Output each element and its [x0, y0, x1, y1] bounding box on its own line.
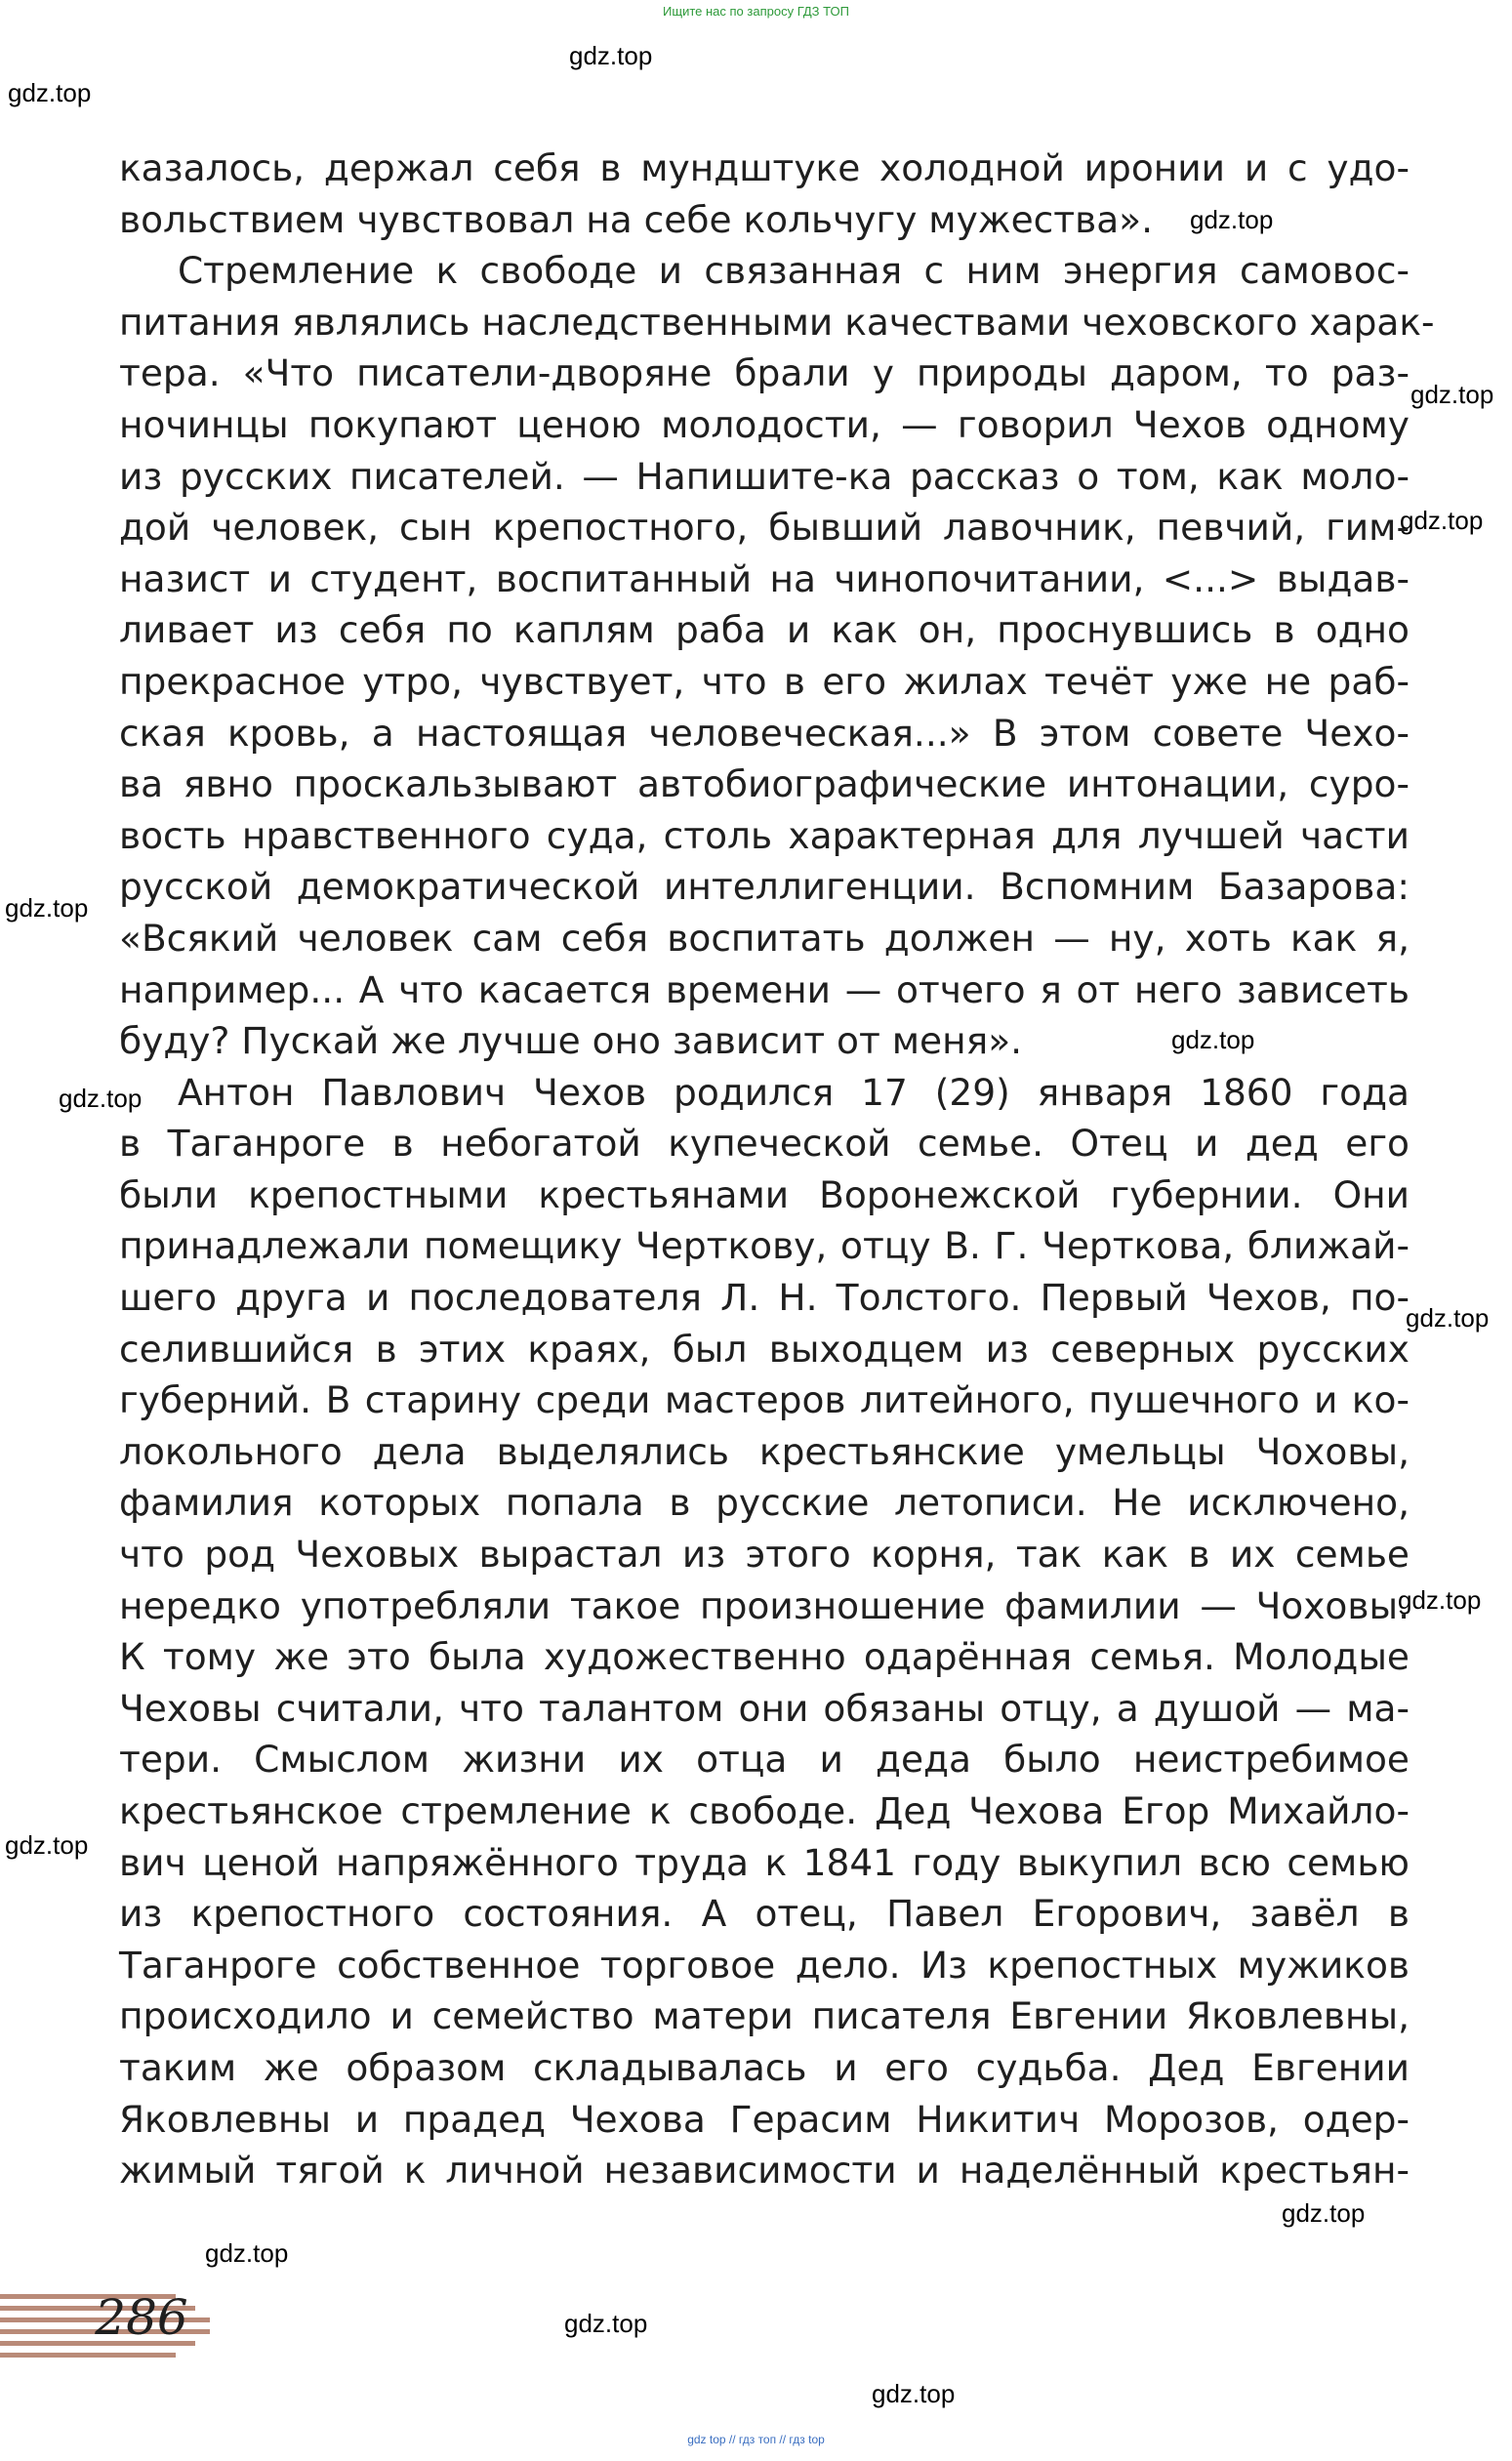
text-line: жимый тягой к личной независимости и наделённый крестьян- [119, 2149, 1410, 2193]
text-line: селившийся в этих краях, был выходцем из северных русских [119, 1327, 1410, 1371]
text-line: вость нравственного суда, столь характерная для лучшей части [119, 813, 1410, 857]
watermark: gdz.top [569, 41, 653, 70]
watermark: gdz.top [1282, 2198, 1366, 2228]
text-line: питания являлись наследственными качествами чеховского харак- [119, 300, 1435, 344]
text-line: буду? Пускай же лучше оно зависит от меня». [119, 1019, 1023, 1063]
text-line: локольного дела выделялись крестьянские умельцы Чоховы, [119, 1429, 1410, 1473]
text-line: казалось, держал себя в мундштуке холодной иронии и с удо- [119, 146, 1410, 189]
text-line: прекрасное утро, чувствует, что в его жилах течёт уже не раб- [119, 659, 1410, 703]
text-line: К тому же это была художественно одарённая семья. Молодые [119, 1635, 1410, 1679]
text-line: в Таганроге в небогатой купеческой семье. Отец и дед его [119, 1122, 1410, 1166]
text-line: ливает из себя по каплям раба и как он, проснувшись в одно [119, 608, 1410, 652]
text-line: из русских писателей. — Напишите-ка рассказ о том, как моло- [119, 454, 1410, 498]
text-line: ва явно проскальзывают автобиографические интонации, суро- [119, 762, 1410, 806]
text-line: вольствием чувствовал на себе кольчугу мужества». [119, 197, 1154, 241]
text-line: русской демократической интеллигенции. Вспомним Базарова: [119, 865, 1410, 909]
text-line: Антон Павлович Чехов родился 17 (29) января 1860 года [178, 1070, 1410, 1114]
watermark: gdz.top [564, 2309, 648, 2338]
text-line: ночинцы покупают ценою молодости, — говорил Чехов одному [119, 402, 1410, 446]
text-line: Яковлевны и прадед Чехова Герасим Никитич Морозов, одер- [119, 2097, 1410, 2141]
text-line: тера. «Что писатели-дворяне брали у природы даром, то раз- [119, 351, 1410, 395]
text-line: из крепостного состояния. А отец, Павел Егорович, завёл в [119, 1892, 1410, 1936]
text-line: например... А что касается времени — отчего я от него зависеть [119, 967, 1410, 1011]
text-line: назист и студент, воспитанный на чинопочитании, <...> выдав- [119, 556, 1410, 600]
watermark: gdz.top [872, 2379, 956, 2408]
text-line: губерний. В старину среди мастеров литейного, пушечного и ко- [119, 1378, 1410, 1422]
text-line: Стремление к свободе и связанная с ним энергия самовос- [178, 249, 1410, 293]
watermark: gdz.top [1398, 1585, 1482, 1615]
watermark: gdz.top [1406, 1303, 1490, 1333]
text-line: шего друга и последователя Л. Н. Толстого. Первый Чехов, по- [119, 1276, 1410, 1320]
watermark: gdz.top [8, 78, 92, 107]
text-line: фамилия которых попала в русские летописи. Не исключено, [119, 1481, 1410, 1525]
watermark: gdz.top [1410, 380, 1494, 409]
watermark: gdz.top [1171, 1025, 1255, 1054]
text-line: ская кровь, а настоящая человеческая...» В этом совете Чехо- [119, 711, 1410, 755]
watermark: gdz.top [1190, 205, 1274, 234]
text-line: дой человек, сын крепостного, бывший лавочник, певчий, гим- [119, 506, 1410, 550]
text-line: что род Чеховых вырастал из этого корня, так как в их семье [119, 1533, 1410, 1577]
watermark: gdz.top [5, 1830, 89, 1860]
watermark: gdz.top [1400, 506, 1484, 535]
text-line: Таганроге собственное торговое дело. Из крепостных мужиков [119, 1943, 1410, 1987]
text-line: таким же образом складывалась и его судьба. Дед Евгении [119, 2045, 1410, 2089]
text-line: были крепостными крестьянами Воронежской губернии. Они [119, 1172, 1410, 1216]
text-line: тери. Смыслом жизни их отца и деда было неистребимое [119, 1738, 1410, 1782]
text-line: крестьянское стремление к свободе. Дед Чехова Егор Михайло- [119, 1789, 1410, 1832]
top-search-banner: Ищите нас по запросу ГДЗ ТОП [663, 4, 849, 19]
text-line: Чеховы считали, что талантом они обязаны отцу, а душой — ма- [119, 1686, 1410, 1730]
watermark: gdz.top [5, 893, 89, 923]
text-line: «Всякий человек сам себя воспитать должен — ну, хоть как я, [119, 916, 1410, 960]
page-number: 286 [95, 2289, 188, 2346]
bottom-banner: gdz top // гдз топ // гдз top [687, 2433, 825, 2446]
text-line: принадлежали помещику Черткову, отцу В. Г. Черткова, ближай- [119, 1224, 1410, 1268]
text-line: происходило и семейство матери писателя Евгении Яковлевны, [119, 1994, 1410, 2038]
text-line: вич ценой напряжённого труда к 1841 году выкупил всю семью [119, 1840, 1410, 1884]
watermark: gdz.top [59, 1084, 143, 1113]
watermark: gdz.top [205, 2238, 289, 2268]
text-line: нередко употребляли такое произношение фамилии — Чоховы. [119, 1583, 1410, 1627]
page-text [119, 143, 1435, 2196]
